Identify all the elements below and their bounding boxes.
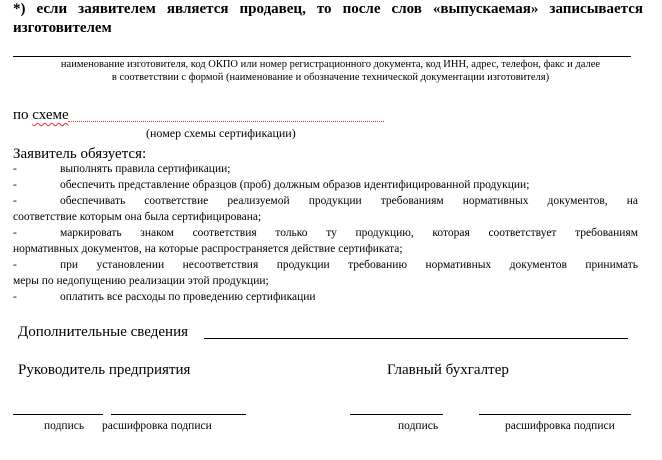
- list-dash: -: [13, 163, 17, 175]
- list-item-continuation: меры по недопущению реализации этой продукции;: [13, 275, 269, 287]
- scheme-line: [68, 121, 384, 122]
- scheme-label-word: схеме: [32, 107, 69, 123]
- obligations-list: [13, 161, 638, 305]
- list-item-text: обеспечить представление образцов (проб) должным образов идентифицированной продукции;: [60, 179, 530, 191]
- manufacturer-caption-2: в соответствии с формой (наименование и обозначение технической документации изготовителя): [111, 72, 550, 83]
- list-item: [13, 225, 638, 257]
- accountant-signature-line: [350, 414, 443, 415]
- list-dash: -: [13, 179, 17, 191]
- list-dash: -: [13, 227, 17, 239]
- scheme-caption: (номер схемы сертификации): [146, 126, 296, 140]
- list-item: [13, 161, 638, 177]
- head-signature-caption: подпись: [44, 420, 85, 432]
- list-dash: -: [13, 195, 17, 207]
- manufacturer-caption-1: наименование изготовителя, код ОКПО или номер регистрационного документа, код ИНН, адрес, телефон, факс и далее: [60, 59, 601, 70]
- head-decode-caption: расшифровка подписи: [102, 420, 212, 432]
- list-item-text: выполнять правила сертификации;: [60, 163, 231, 175]
- list-item: [13, 193, 638, 225]
- list-item-continuation: нормативных документов, на которые распространяется действие сертификата;: [13, 243, 403, 255]
- head-label: Руководитель предприятия: [18, 362, 191, 378]
- manufacturer-line: [13, 56, 631, 57]
- list-item-text: при установлении несоответствия продукции требованию нормативных документов принимать: [60, 259, 638, 271]
- head-signature-line: [13, 414, 103, 415]
- list-item-continuation: соответствие которым она была сертифицирована;: [13, 211, 262, 223]
- accountant-decode-caption: расшифровка подписи: [505, 420, 615, 432]
- list-dash: -: [13, 291, 17, 303]
- obligations-heading: Заявитель обязуется:: [13, 146, 147, 162]
- list-item-text: оплатить все расходы по проведению сертификации: [60, 291, 316, 303]
- accountant-decode-line: [479, 414, 631, 415]
- list-item: [13, 289, 638, 305]
- scheme-label-prefix: по: [13, 107, 33, 123]
- list-item: [13, 257, 638, 289]
- list-item-text: обеспечивать соответствие реализуемой продукции требованиям нормативных документов, на: [60, 195, 638, 207]
- accountant-label: Главный бухгалтер: [387, 362, 509, 378]
- accountant-signature-caption: подпись: [398, 420, 439, 432]
- list-item-text: маркировать знаком соответствия только ту продукцию, которая соответствует требованиям: [60, 227, 638, 239]
- additional-info-line: [204, 338, 628, 339]
- list-dash: -: [13, 259, 17, 271]
- additional-info-label: Дополнительные сведения: [18, 324, 189, 340]
- list-item: [13, 177, 638, 193]
- scheme-label: [13, 106, 69, 124]
- seller-note: *) если заявителем является продавец, то после слов «выпускаемая» записывается изготовителем: [13, 1, 643, 36]
- head-decode-line: [111, 414, 246, 415]
